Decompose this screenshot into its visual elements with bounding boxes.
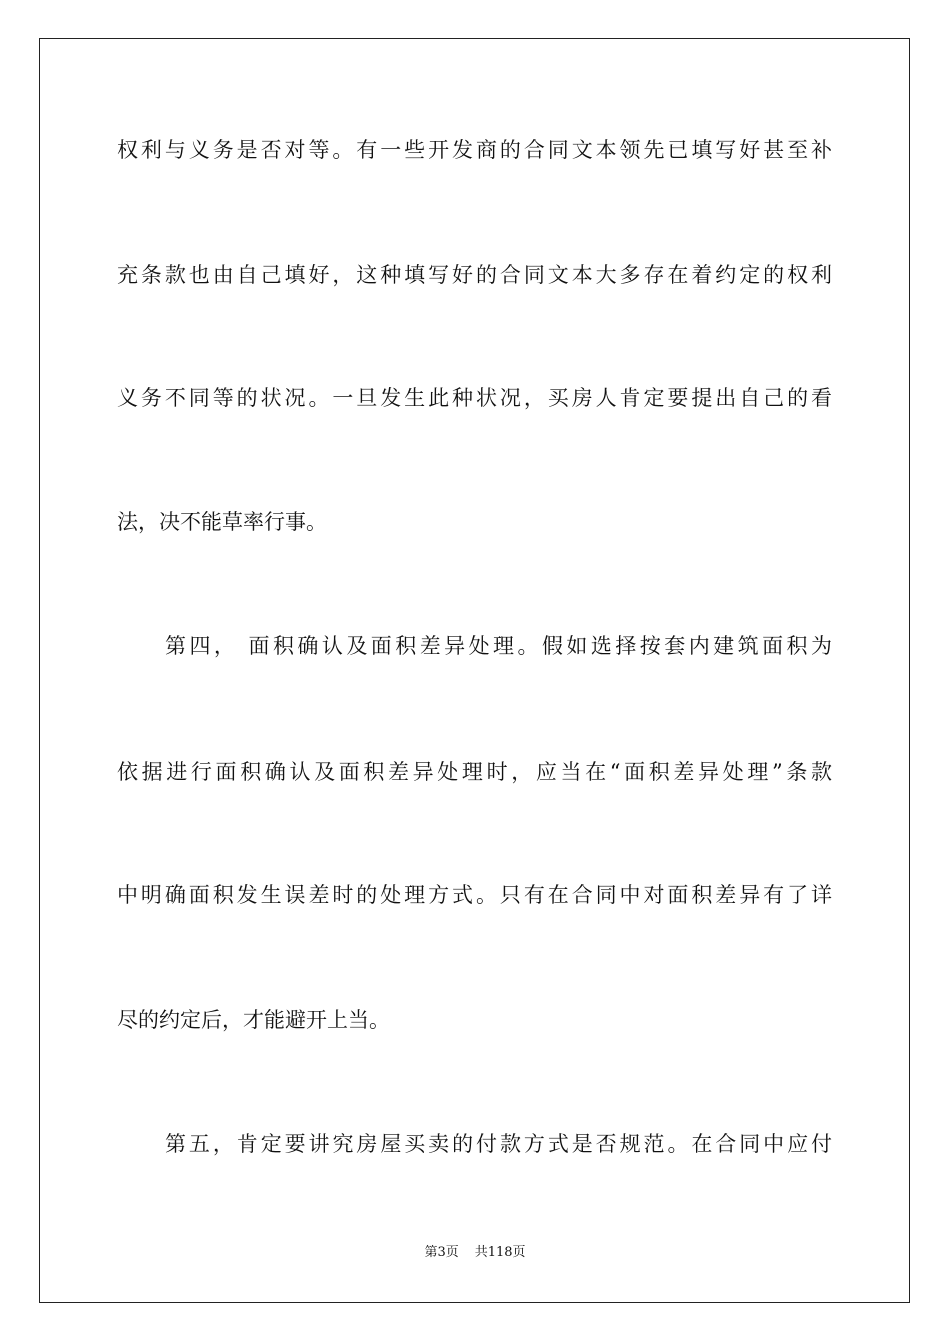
text-line-3: 义务不同等的状况。一旦发生此种状况，买房人肯定要提出自己的看 <box>117 386 832 410</box>
text-line-7: 中明确面积发生误差时的处理方式。只有在合同中对面积差异有了详 <box>117 883 832 907</box>
text-line-1: 权利与义务是否对等。有一些开发商的合同文本领先已填写好甚至补 <box>117 138 832 162</box>
text-line-4: 法，决不能草率行事。 <box>117 510 327 534</box>
text-line-8: 尽的约定后，才能避开上当。 <box>117 1008 390 1032</box>
text-line-2: 充条款也由自己填好，这种填写好的合同文本大多存在着约定的权利 <box>117 263 832 287</box>
text-line-6: 依据进行面积确认及面积差异处理时，应当在“面积差异处理”条款 <box>117 760 832 784</box>
text-line-9: 第五，肯定要讲究房屋买卖的付款方式是否规范。在合同中应付 <box>165 1132 832 1156</box>
text-line-5: 第四， 面积确认及面积差异处理。假如选择按套内建筑面积为 <box>165 634 832 658</box>
page-number: 第3页 <box>424 1245 459 1260</box>
page-total: 共118页 <box>474 1245 526 1260</box>
page-border <box>39 38 910 1303</box>
page-footer <box>0 1244 950 1262</box>
